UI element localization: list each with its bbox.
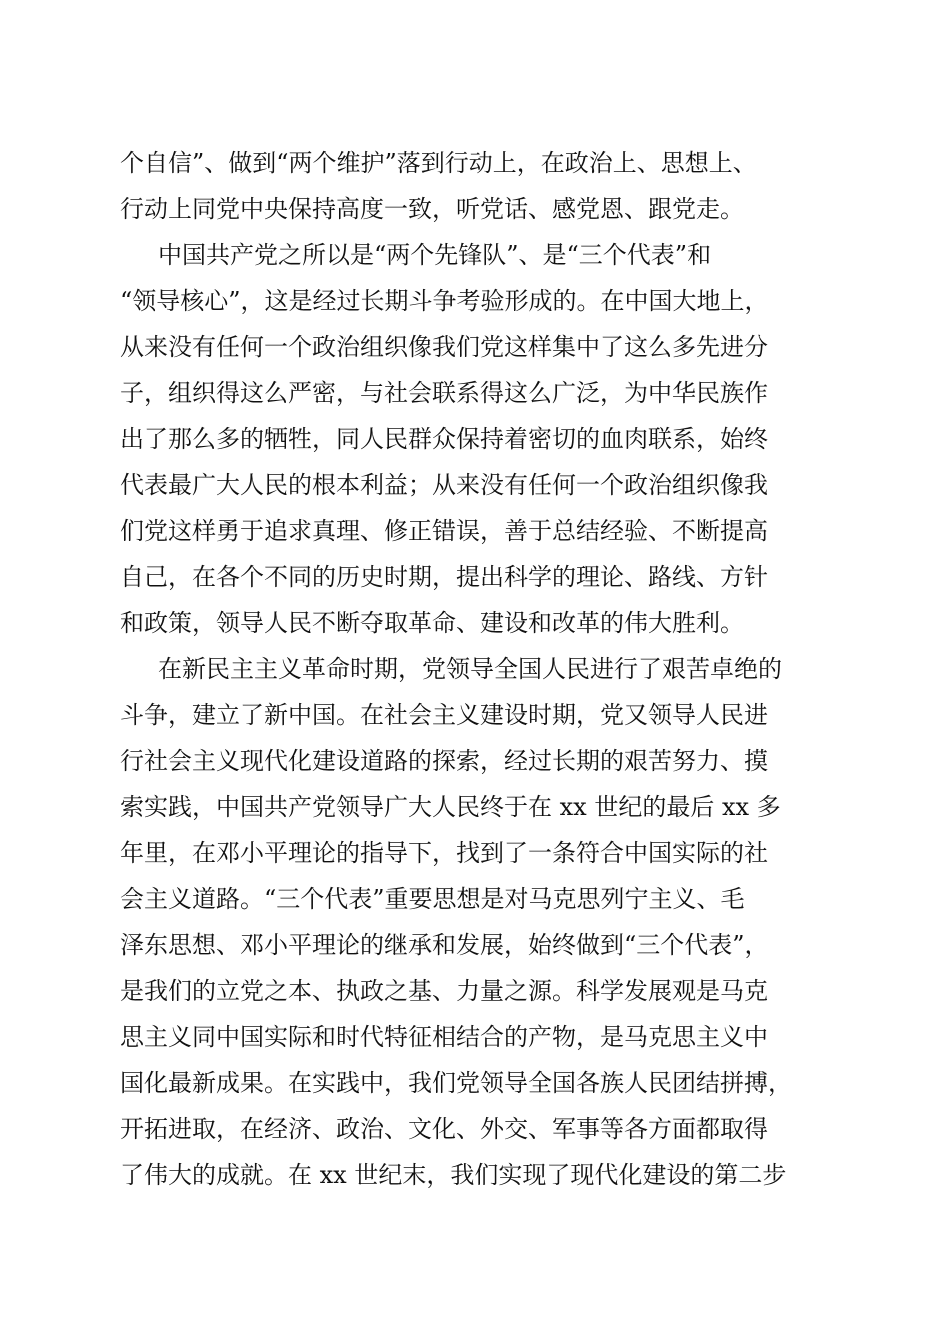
text-line: 泽东思想、邓小平理论的继承和发展，始终做到“三个代表”，: [120, 931, 769, 959]
text-line: 自己，在各个不同的历史时期，提出科学的理论、路线、方针: [120, 563, 768, 591]
text-line: 在新民主主义革命时期，党领导全国人民进行了艰苦卓绝的: [158, 655, 782, 683]
text-line: 是我们的立党之本、执政之基、力量之源。科学发展观是马克: [120, 977, 768, 1005]
text-line: 了伟大的成就。在 xx 世纪末，我们实现了现代化建设的第二步: [120, 1161, 787, 1189]
text-line: 个自信”、做到“两个维护”落到行动上，在政治上、思想上、: [120, 149, 757, 177]
text-line: 行社会主义现代化建设道路的探索，经过长期的艰苦努力、摸: [120, 747, 768, 775]
body-text: [120, 140, 840, 1198]
text-line: 斗争，建立了新中国。在社会主义建设时期，党又领导人民进: [120, 701, 768, 729]
paragraph-1: [120, 140, 840, 232]
text-line: 从来没有任何一个政治组织像我们党这样集中了这么多先进分: [120, 333, 768, 361]
text-line: 行动上同党中央保持高度一致，听党话、感党恩、跟党走。: [120, 195, 744, 223]
text-line: 国化最新成果。在实践中，我们党领导全国各族人民团结拼搏，: [120, 1069, 792, 1097]
text-line: 开拓进取，在经济、政治、文化、外交、军事等各方面都取得: [120, 1115, 768, 1143]
text-line: 思主义同中国实际和时代特征相结合的产物，是马克思主义中: [120, 1023, 768, 1051]
paragraph-2: [120, 232, 840, 646]
text-line: “领导核心”，这是经过长期斗争考验形成的。在中国大地上，: [120, 287, 769, 315]
text-line: 和政策，领导人民不断夺取革命、建设和改革的伟大胜利。: [120, 609, 744, 637]
text-line: 子，组织得这么严密，与社会联系得这么广泛，为中华民族作: [120, 379, 768, 407]
paragraph-3: [120, 646, 840, 1198]
text-line: 出了那么多的牺牲，同人民群众保持着密切的血肉联系，始终: [120, 425, 768, 453]
text-line: 索实践，中国共产党领导广大人民终于在 xx 世纪的最后 xx 多: [120, 793, 781, 821]
text-line: 代表最广大人民的根本利益；从来没有任何一个政治组织像我: [120, 471, 768, 499]
text-line: 们党这样勇于追求真理、修正错误，善于总结经验、不断提高: [120, 517, 768, 545]
text-line: 会主义道路。“三个代表”重要思想是对马克思列宁主义、毛: [120, 885, 745, 913]
text-line: 中国共产党之所以是“两个先锋队”、是“三个代表”和: [158, 241, 712, 269]
text-line: 年里，在邓小平理论的指导下，找到了一条符合中国实际的社: [120, 839, 768, 867]
